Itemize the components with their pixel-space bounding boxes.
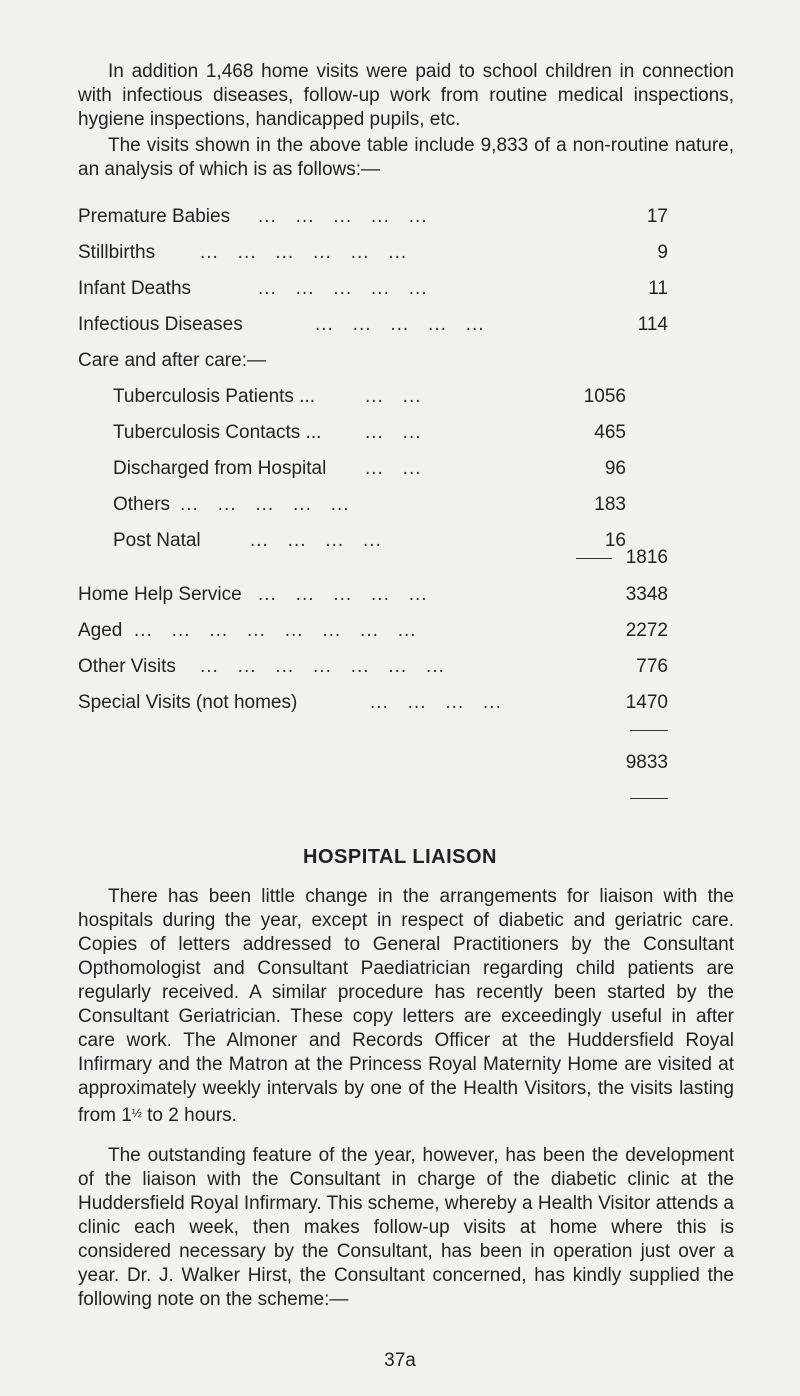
row-label: Tuberculosis Patients ... <box>113 386 316 407</box>
row-value: 1470 <box>625 692 668 713</box>
row-value: 96 <box>604 458 626 479</box>
row-label: Others <box>113 494 171 515</box>
visit-duration-fraction: ½ <box>131 1106 142 1120</box>
visit-duration-whole: 1 <box>121 1105 132 1126</box>
page-number: 37a <box>384 1350 416 1371</box>
leader-dots: ... ... <box>365 386 422 407</box>
leader-dots: ... ... <box>365 422 422 443</box>
grand-total: 9833 <box>625 752 668 773</box>
row-value: 114 <box>637 314 668 335</box>
row-label: Infant Deaths <box>78 278 192 299</box>
total-rule-bottom <box>630 798 668 799</box>
intro-paragraph-1: In addition 1,468 home visits were paid to school children in connection with infectious diseases, follow-up work from routine medical inspections, hygiene inspections, handicapped pupils, etc. <box>78 61 734 130</box>
row-label: Home Help Service <box>78 584 242 605</box>
row-value: 16 <box>604 530 626 551</box>
row-label: Special Visits (not homes) <box>78 692 298 713</box>
visit-duration-rest: to 2 hours. <box>147 1105 237 1126</box>
leader-dots: ... ... ... ... <box>370 692 502 713</box>
subtotal-rule <box>576 558 612 559</box>
row-value: 9 <box>657 242 668 263</box>
row-label: Stillbirths <box>78 242 156 263</box>
row-label: Discharged from Hospital <box>113 458 327 479</box>
leader-dots: ... ... <box>365 458 422 479</box>
row-label: Other Visits <box>78 656 176 677</box>
leader-dots: ... ... ... ... ... ... ... ... <box>134 620 417 641</box>
leader-dots: ... ... ... ... ... <box>258 584 428 605</box>
row-value: 11 <box>648 278 668 299</box>
row-value: 1056 <box>583 386 626 407</box>
row-label: Premature Babies <box>78 206 231 227</box>
liaison-paragraph-1 <box>78 885 734 1128</box>
care-heading: Care and after care:— <box>78 350 266 371</box>
row-value: 183 <box>594 494 626 515</box>
row-label: Tuberculosis Contacts ... <box>113 422 322 443</box>
leader-dots: ... ... ... ... ... <box>180 494 350 515</box>
care-subtotal: 1816 <box>625 547 668 568</box>
liaison-paragraph-2: The outstanding feature of the year, however, has been the development of the liaison with the Consultant in charge of the diabetic clinic at the Huddersfield Royal Infirmary. This scheme, whereby a Health Visitor attends a clinic each week, then makes follow-up visits at home where this is considered necessary by the Consultant, has been in operation just over a year. Dr. J. Walker Hirst, the Consultant concerned, has kindly supplied the following note on the scheme:— <box>78 1145 734 1310</box>
row-value: 3348 <box>625 584 668 605</box>
intro-paragraph-2: The visits shown in the above table include 9,833 of a non-routine nature, an analysis of which is as follows:— <box>78 135 734 180</box>
leader-dots: ... ... ... ... ... <box>315 314 485 335</box>
row-label: Infectious Diseases <box>78 314 243 335</box>
leader-dots: ... ... ... ... ... ... ... <box>200 656 445 677</box>
leader-dots: ... ... ... ... <box>250 530 382 551</box>
row-label: Post Natal <box>113 530 201 551</box>
row-label: Aged <box>78 620 123 641</box>
section-heading: HOSPITAL LIAISON <box>303 846 497 868</box>
row-value: 2272 <box>625 620 668 641</box>
row-value: 465 <box>594 422 626 443</box>
leader-dots: ... ... ... ... ... <box>258 206 428 227</box>
leader-dots: ... ... ... ... ... ... <box>200 242 408 263</box>
row-value: 17 <box>646 206 668 227</box>
total-rule-top <box>630 730 668 731</box>
leader-dots: ... ... ... ... ... <box>258 278 428 299</box>
liaison-paragraph-1-text: There has been little change in the arrangements for liaison with the hospitals during the year, except in respect of diabetic and geriatric care. Copies of letters addressed to General Practitioners by the Consultant Opthomologist and Consultant Paediatrician regarding child patients are regularly received. A similar procedure has recently been started by the Consultant Geriatrician. These copy letters are exceedingly useful in after care work. The Almoner and Records Officer at the Huddersfield Royal Infirmary and the Matron at the Princess Royal Maternity Home are visited at approximately weekly intervals by one of the Health Visitors, the visits lasting from <box>78 886 734 1126</box>
row-value: 776 <box>636 656 668 677</box>
